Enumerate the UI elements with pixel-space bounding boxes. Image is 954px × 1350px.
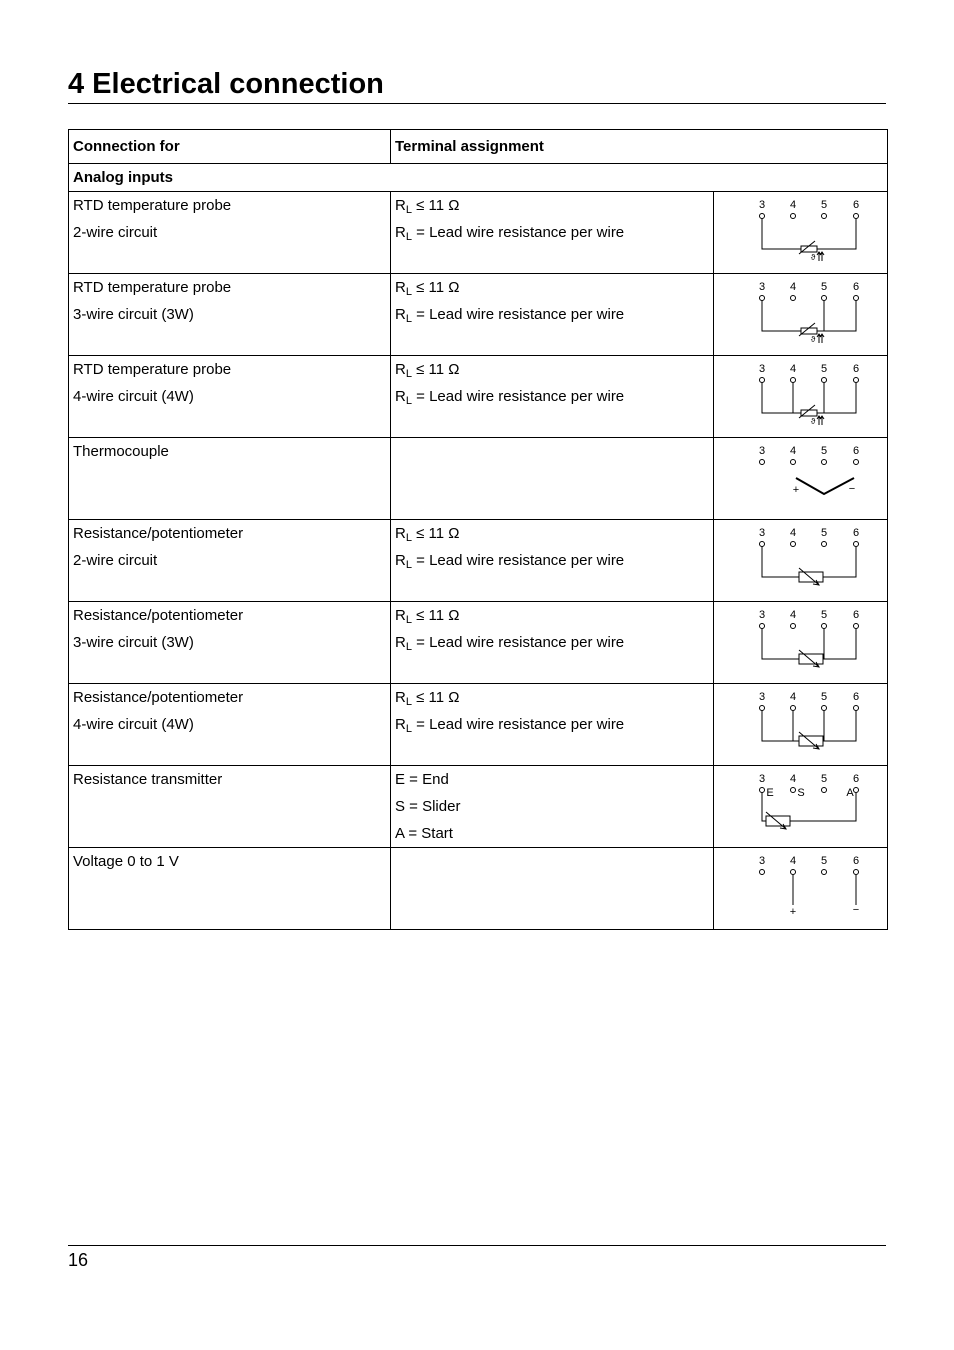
terminal-number: 5	[820, 609, 828, 621]
terminal-point	[854, 788, 859, 793]
table-row	[69, 602, 888, 684]
assignment-cell	[391, 848, 714, 930]
terminal-number: 5	[820, 363, 828, 375]
resistance-symbol: R	[395, 388, 406, 405]
terminal-point	[791, 624, 796, 629]
resistance-subscript: L	[405, 231, 412, 243]
assignment-text	[395, 602, 709, 629]
thermocouple-junction	[796, 478, 854, 494]
assignment-text	[395, 629, 709, 656]
terminal-number: 6	[852, 609, 860, 621]
pot-resistor	[799, 736, 823, 746]
wiring-diagram-rtd-2wire	[718, 192, 890, 272]
terminal-number: 6	[852, 691, 860, 703]
terminal-point	[791, 378, 796, 383]
terminal-point	[822, 870, 827, 875]
resistance-symbol: R	[395, 689, 406, 706]
connection-text: Thermocouple	[73, 443, 169, 460]
diagram-cell	[714, 356, 888, 438]
terminal-point	[854, 870, 859, 875]
terminal-point	[854, 460, 859, 465]
terminal-point	[791, 788, 796, 793]
terminal-number: 4	[789, 281, 797, 293]
assignment-text	[395, 192, 709, 219]
assignment-value: ≤ 11 Ω	[411, 607, 460, 624]
terminal-number: 4	[789, 445, 797, 457]
terminal-number: 5	[820, 281, 828, 293]
wiring-diagram-rtd-4wire	[718, 356, 890, 436]
terminal-number: 3	[758, 281, 766, 293]
footer-rule	[68, 1245, 886, 1246]
wire	[762, 219, 856, 249]
terminal-point	[822, 624, 827, 629]
assignment-text	[395, 383, 709, 410]
theta-mark: ϑ	[810, 253, 816, 262]
wiring-diagram-thermocouple	[718, 438, 890, 518]
assignment-cell	[391, 602, 714, 684]
wiring-diagram-rtd-3wire	[718, 274, 890, 354]
diagram-cell	[714, 848, 888, 930]
label-start: A	[846, 787, 854, 799]
resistance-subscript: L	[405, 641, 412, 653]
terminal-number: 3	[758, 199, 766, 211]
connection-cell	[69, 848, 391, 930]
diagram-cell	[714, 602, 888, 684]
terminal-point	[822, 378, 827, 383]
assignment-value: E = End	[395, 771, 449, 788]
terminal-number: 6	[852, 773, 860, 785]
diagram-cell	[714, 192, 888, 274]
assignment-text	[395, 711, 709, 738]
assignment-value: = Lead wire resistance per wire	[411, 552, 625, 569]
resistance-subscript: L	[405, 368, 412, 380]
terminal-number: 5	[820, 773, 828, 785]
assignment-value: A = Start	[395, 825, 453, 842]
connection-text: RTD temperature probe	[73, 197, 232, 214]
terminal-point	[822, 706, 827, 711]
terminal-number: 5	[820, 691, 828, 703]
connection-text: Resistance/potentiometer	[73, 689, 244, 706]
diagram-cell	[714, 438, 888, 520]
terminal-point	[822, 214, 827, 219]
terminal-point	[760, 214, 765, 219]
terminal-number: 4	[789, 199, 797, 211]
terminal-point	[854, 296, 859, 301]
assignment-cell	[391, 520, 714, 602]
terminal-point	[791, 460, 796, 465]
terminal-point	[791, 542, 796, 547]
wiring-diagram-pot-3wire	[718, 602, 890, 682]
diagram-cell	[714, 520, 888, 602]
terminal-point	[791, 296, 796, 301]
plus-sign: +	[789, 906, 797, 918]
connection-cell	[69, 192, 391, 274]
rtd-resistor	[801, 328, 817, 334]
wiring-diagram-pot-2wire	[718, 520, 890, 600]
assignment-cell	[391, 438, 714, 520]
resistance-symbol: R	[395, 716, 406, 733]
terminal-number: 5	[820, 527, 828, 539]
resistance-symbol: R	[395, 306, 406, 323]
terminal-point	[854, 378, 859, 383]
resistance-subscript: L	[405, 286, 412, 298]
assignment-value: ≤ 11 Ω	[411, 525, 460, 542]
connection-text: Resistance/potentiometer	[73, 607, 244, 624]
terminal-point	[822, 542, 827, 547]
header-connection-for: Connection for	[69, 130, 391, 164]
terminal-number: 6	[852, 363, 860, 375]
assignment-text	[395, 274, 709, 301]
assignment-text	[395, 547, 709, 574]
terminal-point	[791, 706, 796, 711]
assignment-value: ≤ 11 Ω	[411, 197, 460, 214]
terminal-number: 3	[758, 527, 766, 539]
terminal-point	[791, 870, 796, 875]
diagram-cell	[714, 684, 888, 766]
label-end: E	[766, 787, 774, 799]
terminal-point	[791, 214, 796, 219]
connection-text: 3-wire circuit (3W)	[73, 634, 194, 651]
terminal-number: 6	[852, 445, 860, 457]
resistance-subscript: L	[405, 723, 412, 735]
connection-cell	[69, 274, 391, 356]
resistance-subscript: L	[405, 395, 412, 407]
assignment-cell	[391, 274, 714, 356]
terminal-number: 3	[758, 609, 766, 621]
connection-text: Resistance/potentiometer	[73, 525, 244, 542]
terminal-point	[760, 706, 765, 711]
terminal-point	[760, 870, 765, 875]
terminal-number: 4	[789, 691, 797, 703]
label-slider: S	[797, 787, 805, 799]
terminal-point	[760, 378, 765, 383]
resistance-subscript: L	[405, 614, 412, 626]
header-terminal-assignment: Terminal assignment	[391, 130, 888, 164]
assignment-text	[395, 301, 709, 328]
terminal-point	[854, 214, 859, 219]
table-row	[69, 438, 888, 520]
connection-text: RTD temperature probe	[73, 361, 232, 378]
terminal-point	[760, 624, 765, 629]
resistance-symbol: R	[395, 525, 406, 542]
assignment-value: ≤ 11 Ω	[411, 361, 460, 378]
resistance-symbol: R	[395, 224, 406, 241]
plus-sign: +	[792, 484, 800, 496]
terminal-number: 3	[758, 445, 766, 457]
connection-text: 4-wire circuit (4W)	[73, 388, 194, 405]
terminal-point	[854, 624, 859, 629]
resistance-subscript: L	[405, 696, 412, 708]
connection-cell	[69, 356, 391, 438]
rtd-resistor	[801, 246, 817, 252]
table-row	[69, 520, 888, 602]
terminal-point	[854, 542, 859, 547]
assignment-value: ≤ 11 Ω	[411, 689, 460, 706]
resistance-subscript: L	[405, 313, 412, 325]
resistance-symbol: R	[395, 607, 406, 624]
terminal-number: 3	[758, 363, 766, 375]
assignment-text	[395, 793, 709, 820]
page-title: 4 Electrical connection	[68, 68, 384, 100]
connection-text: 4-wire circuit (4W)	[73, 716, 194, 733]
pot-resistor	[799, 572, 823, 582]
resistance-symbol: R	[395, 361, 406, 378]
pot-resistor	[799, 654, 823, 664]
rtd-resistor	[801, 410, 817, 416]
assignment-cell	[391, 766, 714, 848]
assignment-cell	[391, 356, 714, 438]
connection-cell	[69, 766, 391, 848]
resistance-symbol: R	[395, 552, 406, 569]
assignment-value: S = Slider	[395, 798, 461, 815]
theta-mark: ϑ	[810, 335, 816, 344]
table-row	[69, 192, 888, 274]
minus-sign: −	[848, 483, 856, 495]
table-body	[69, 164, 888, 930]
terminal-number: 3	[758, 855, 766, 867]
connection-text: 2-wire circuit	[73, 224, 158, 241]
assignment-value: = Lead wire resistance per wire	[411, 306, 625, 323]
table-row	[69, 848, 888, 930]
terminal-number: 4	[789, 855, 797, 867]
terminal-point	[854, 706, 859, 711]
terminal-number: 4	[789, 609, 797, 621]
assignment-cell	[391, 684, 714, 766]
assignment-text	[395, 219, 709, 246]
assignment-text	[395, 356, 709, 383]
terminal-number: 5	[820, 199, 828, 211]
resistance-subscript: L	[405, 532, 412, 544]
diagram-cell	[714, 274, 888, 356]
assignment-value: = Lead wire resistance per wire	[411, 716, 625, 733]
terminal-number: 4	[789, 363, 797, 375]
table-row	[69, 684, 888, 766]
resistance-symbol: R	[395, 634, 406, 651]
terminal-number: 4	[789, 527, 797, 539]
wire	[762, 301, 856, 331]
wiring-diagram-pot-4wire	[718, 684, 890, 764]
connection-text: RTD temperature probe	[73, 279, 232, 296]
terminal-number: 3	[758, 691, 766, 703]
title-rule	[68, 103, 886, 104]
wire	[762, 383, 856, 413]
terminal-point	[760, 296, 765, 301]
pot-resistor	[766, 816, 790, 826]
terminal-point	[822, 296, 827, 301]
connection-cell	[69, 684, 391, 766]
minus-sign: −	[852, 904, 860, 916]
connection-text: 2-wire circuit	[73, 552, 158, 569]
terminal-point	[822, 788, 827, 793]
connection-text: Voltage 0 to 1 V	[73, 853, 179, 870]
page-number: 16	[68, 1250, 89, 1270]
terminal-number: 4	[789, 773, 797, 785]
terminal-number: 3	[758, 773, 766, 785]
theta-mark: ϑ	[810, 417, 816, 426]
wiring-diagram-voltage	[718, 848, 890, 928]
terminal-number: 5	[820, 445, 828, 457]
resistance-subscript: L	[405, 559, 412, 571]
assignment-value: ≤ 11 Ω	[411, 279, 460, 296]
connection-cell	[69, 520, 391, 602]
terminal-number: 6	[852, 199, 860, 211]
table-row	[69, 274, 888, 356]
assignment-text	[395, 766, 709, 793]
resistance-symbol: R	[395, 197, 406, 214]
assignment-value: = Lead wire resistance per wire	[411, 388, 625, 405]
terminal-point	[760, 542, 765, 547]
diagram-cell	[714, 766, 888, 848]
connection-cell	[69, 602, 391, 684]
assignment-text	[395, 684, 709, 711]
assignment-text	[395, 820, 709, 847]
wiring-diagram-transmitter	[718, 766, 890, 846]
connection-table	[68, 129, 888, 930]
terminal-number: 6	[852, 281, 860, 293]
terminal-point	[760, 788, 765, 793]
assignment-value: = Lead wire resistance per wire	[411, 634, 625, 651]
assignment-value: = Lead wire resistance per wire	[411, 224, 625, 241]
terminal-number: 5	[820, 855, 828, 867]
connection-text: Resistance transmitter	[73, 771, 223, 788]
section-analog-inputs: Analog inputs	[69, 164, 888, 192]
resistance-subscript: L	[405, 204, 412, 216]
assignment-cell	[391, 192, 714, 274]
resistance-symbol: R	[395, 279, 406, 296]
connection-cell	[69, 438, 391, 520]
assignment-text	[395, 520, 709, 547]
connection-text: 3-wire circuit (3W)	[73, 306, 194, 323]
terminal-number: 6	[852, 855, 860, 867]
terminal-point	[822, 460, 827, 465]
terminal-number: 6	[852, 527, 860, 539]
table-row	[69, 356, 888, 438]
terminal-point	[760, 460, 765, 465]
table-row	[69, 766, 888, 848]
